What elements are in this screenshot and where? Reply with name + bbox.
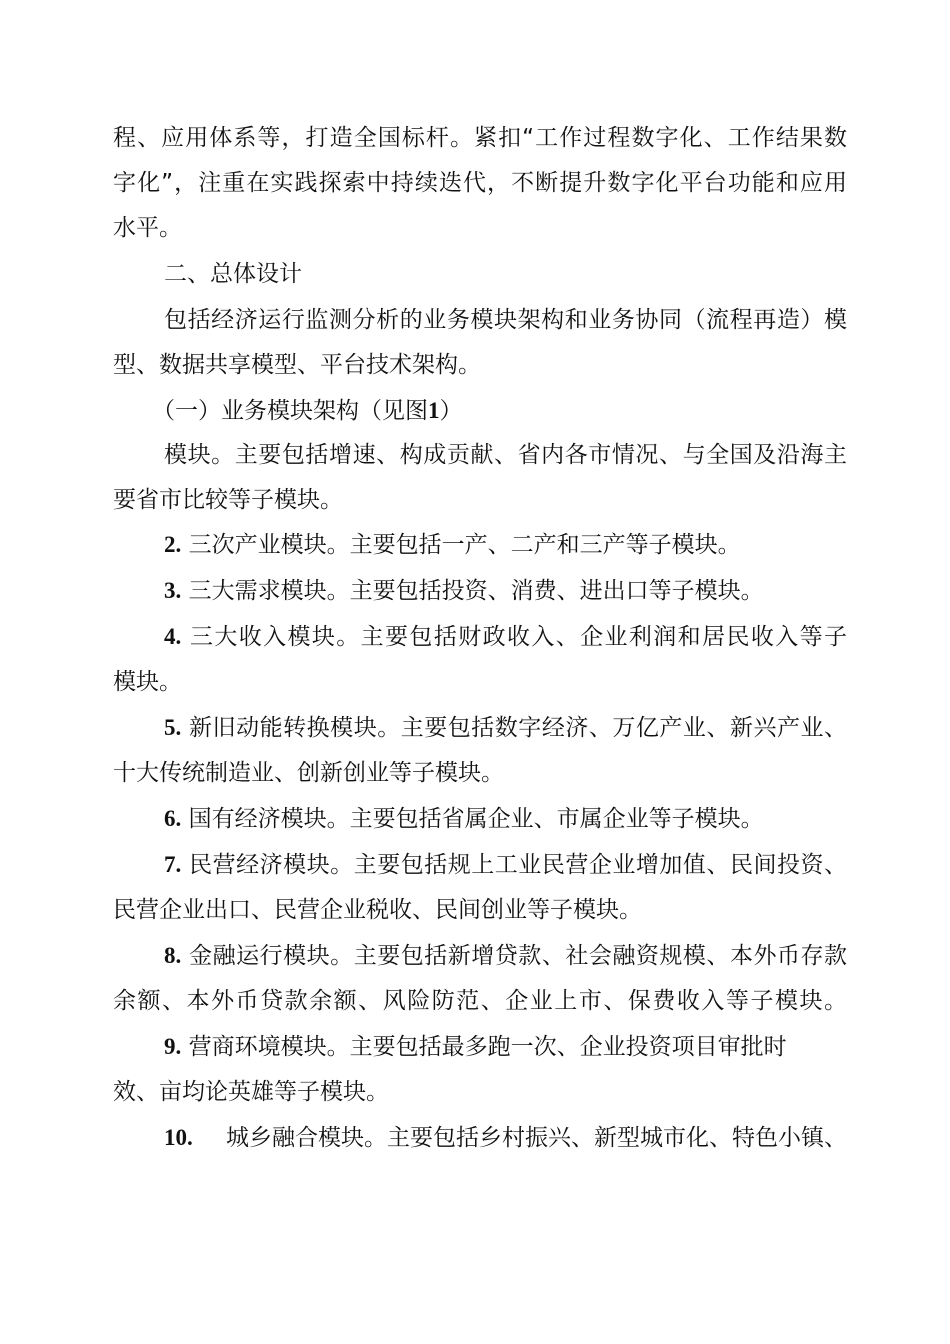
item-text: 三大收入模块。主要包括财政收入、企业利润和居民收入等子: [189, 624, 848, 650]
module-item-9-line: 效、亩均论英雄等子模块。: [113, 1079, 389, 1105]
item-text: 三大需求模块。主要包括投资、消费、进出口等子模块。: [188, 578, 764, 604]
module-item-5: [164, 713, 847, 743]
item-number: 2.: [164, 532, 182, 557]
module-item-2: [164, 530, 741, 560]
item-number: 10.: [164, 1125, 193, 1150]
module-item-3: [164, 576, 764, 606]
item-text: 营商环境模块。主要包括最多跑一次、企业投资项目审批时: [188, 1034, 787, 1060]
section-heading: 二、总体设计: [164, 261, 302, 287]
module-item-10: [164, 1123, 847, 1153]
item-number: 6.: [164, 806, 182, 831]
item-text: 金融运行模块。主要包括新增贷款、社会融资规模、本外币存款: [189, 943, 847, 969]
module-item-7: [164, 850, 847, 880]
module-item-1-line: 要省市比较等子模块。: [113, 487, 343, 513]
module-item-8-line: 余额、本外币贷款余额、风险防范、企业上市、保费收入等子模块。: [113, 988, 847, 1014]
item-number: 4.: [164, 624, 182, 649]
subsection-heading-text: （一）业务模块架构（见图: [152, 398, 428, 424]
subsection-heading: [152, 396, 463, 426]
item-text: 三次产业模块。主要包括一产、二产和三产等子模块。: [188, 532, 741, 558]
paragraph-line: 字化”，注重在实践探索中持续迭代，不断提升数字化平台功能和应用: [113, 170, 847, 196]
item-number: 5.: [164, 715, 182, 740]
item-text: 城乡融合模块。主要包括乡村振兴、新型城市化、特色小镇、: [226, 1125, 847, 1151]
module-item-4-line: 模块。: [113, 669, 182, 695]
paragraph-line: 型、数据共享模型、平台技术架构。: [113, 352, 481, 378]
item-text: 新旧动能转换模块。主要包括数字经济、万亿产业、新兴产业、: [189, 715, 847, 741]
module-item-8: [164, 941, 847, 971]
module-item-7-line: 民营企业出口、民营企业税收、民间创业等子模块。: [113, 897, 642, 923]
module-item-9: [164, 1032, 787, 1062]
item-number: 3.: [164, 578, 182, 603]
item-text: 国有经济模块。主要包括省属企业、市属企业等子模块。: [188, 806, 764, 832]
item-number: 7.: [164, 852, 182, 877]
subsection-heading-close: ）: [439, 398, 463, 424]
item-number: 8.: [164, 943, 182, 968]
paragraph-line: 程、应用体系等，打造全国标杆。紧扣“工作过程数字化、工作结果数: [113, 125, 847, 151]
module-item-4: [164, 622, 847, 652]
figure-number: 1: [428, 398, 440, 423]
paragraph-line: 包括经济运行监测分析的业务模块架构和业务协同（流程再造）模: [164, 307, 847, 333]
item-text: 民营经济模块。主要包括规上工业民营企业增加值、民间投资、: [189, 852, 847, 878]
item-number: 9.: [164, 1034, 182, 1059]
module-item-5-line: 十大传统制造业、创新创业等子模块。: [113, 760, 504, 786]
module-item-6: [164, 804, 764, 834]
module-item-1-line: 模块。主要包括增速、构成贡献、省内各市情况、与全国及沿海主: [164, 442, 847, 468]
paragraph-line: 水平。: [113, 215, 182, 241]
